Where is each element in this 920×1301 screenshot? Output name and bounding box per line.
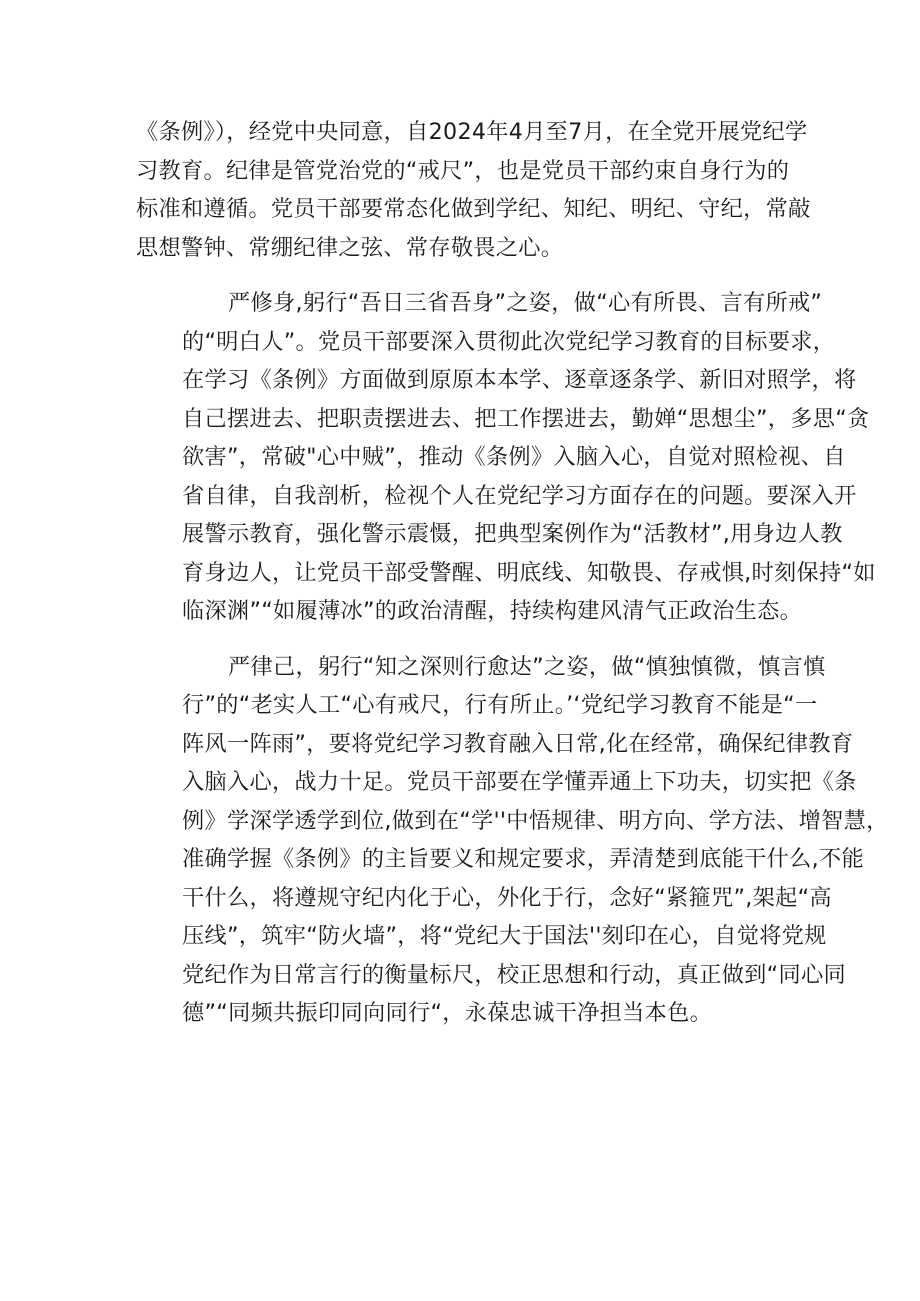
text-line: 《条例》），经党中央同意，自2024年4月至7月，在全党开展党纪学 xyxy=(136,119,808,145)
text-line: 省自律，自我剖析，检视个人在党纪学习方面存在的问题。要深入开 xyxy=(182,482,857,509)
text-line: 思想警钟、常绷纪律之弦、常存敬畏之心。 xyxy=(136,234,564,261)
text-line: 准确学握《条例》的主旨要义和规定要求，弄清楚到底能干什么,不能 xyxy=(182,846,864,872)
text-line: 临深渊”“如履薄冰”的政治清醒，持续构建风清气正政治生态。 xyxy=(182,598,803,624)
text-line: 在学习《条例》方面做到原原本本学、逐章逐条学、新旧对照学，将 xyxy=(182,367,857,393)
text-line: 例》学深学透学到位,做到在“学''中悟规律、明方向、学方法、增智慧， xyxy=(182,807,889,834)
text-line: 的“明白人”。党员干部要深入贯彻此次党纪学习教育的目标要求， xyxy=(182,328,836,355)
paragraph-self-cultivation xyxy=(136,284,876,631)
text-line: 展警示教育，强化警示震慑，把典型案例作为“活教材”,用身边人教 xyxy=(182,521,843,547)
paragraph-intro xyxy=(136,113,811,267)
text-line: 德”“同频共振印同向同行“，永葆忠诚干净担当本色。 xyxy=(182,1000,713,1026)
text-line: 自己摆进去、把职责摆进去、把工作摆进去，勤婵“思想尘”，多思“贪 xyxy=(182,405,870,432)
text-line: 党纪作为日常言行的衡量标尺，校正思想和行动，真正做到“同心同 xyxy=(182,961,846,988)
text-line: 严律己，躬行“知之深则行愈达”之姿，做“慎独慎微，慎言慎 xyxy=(228,653,826,680)
document-body xyxy=(136,113,889,1050)
text-line: 干什么，将遵规守纪内化于心，外化于行，念好“紧箍咒”,架起“高 xyxy=(182,884,832,911)
text-line: 入脑入心，战力十足。党员干部要在学懂弄通上下功夫，切实把《条 xyxy=(182,769,857,795)
paragraph-self-discipline xyxy=(136,648,889,1033)
text-line: 欲害”，常破"心中贼”，推动《条例》入脑入心，自觉对照检视、自 xyxy=(182,444,846,470)
text-line: 行”的“老实人工“心有戒尺，行有所止。’‘党纪学习教育不能是“一 xyxy=(182,692,818,718)
text-line: 习教育。纪律是管党治党的“戒尺”，也是党员干部约束自身行为的 xyxy=(136,157,790,184)
text-line: 标准和遵循。党员干部要常态化做到学纪、知纪、明纪、守纪，常敲 xyxy=(136,196,811,222)
text-line: 育身边人，让党员干部受警醒、明底线、知敬畏、存戒惧,时刻保持“如 xyxy=(182,559,876,586)
text-line: 压线”，筑牢“防火墙”，将“党纪大于国法''刻印在心，自觉将党规 xyxy=(182,923,827,949)
text-line: 严修身,躬行“吾日三省吾身”之姿，做“心有所畏、言有所戒” xyxy=(228,290,823,316)
text-line: 阵风一阵雨”，要将党纪学习教育融入日常,化在经常，确保纪律教育 xyxy=(182,730,854,757)
